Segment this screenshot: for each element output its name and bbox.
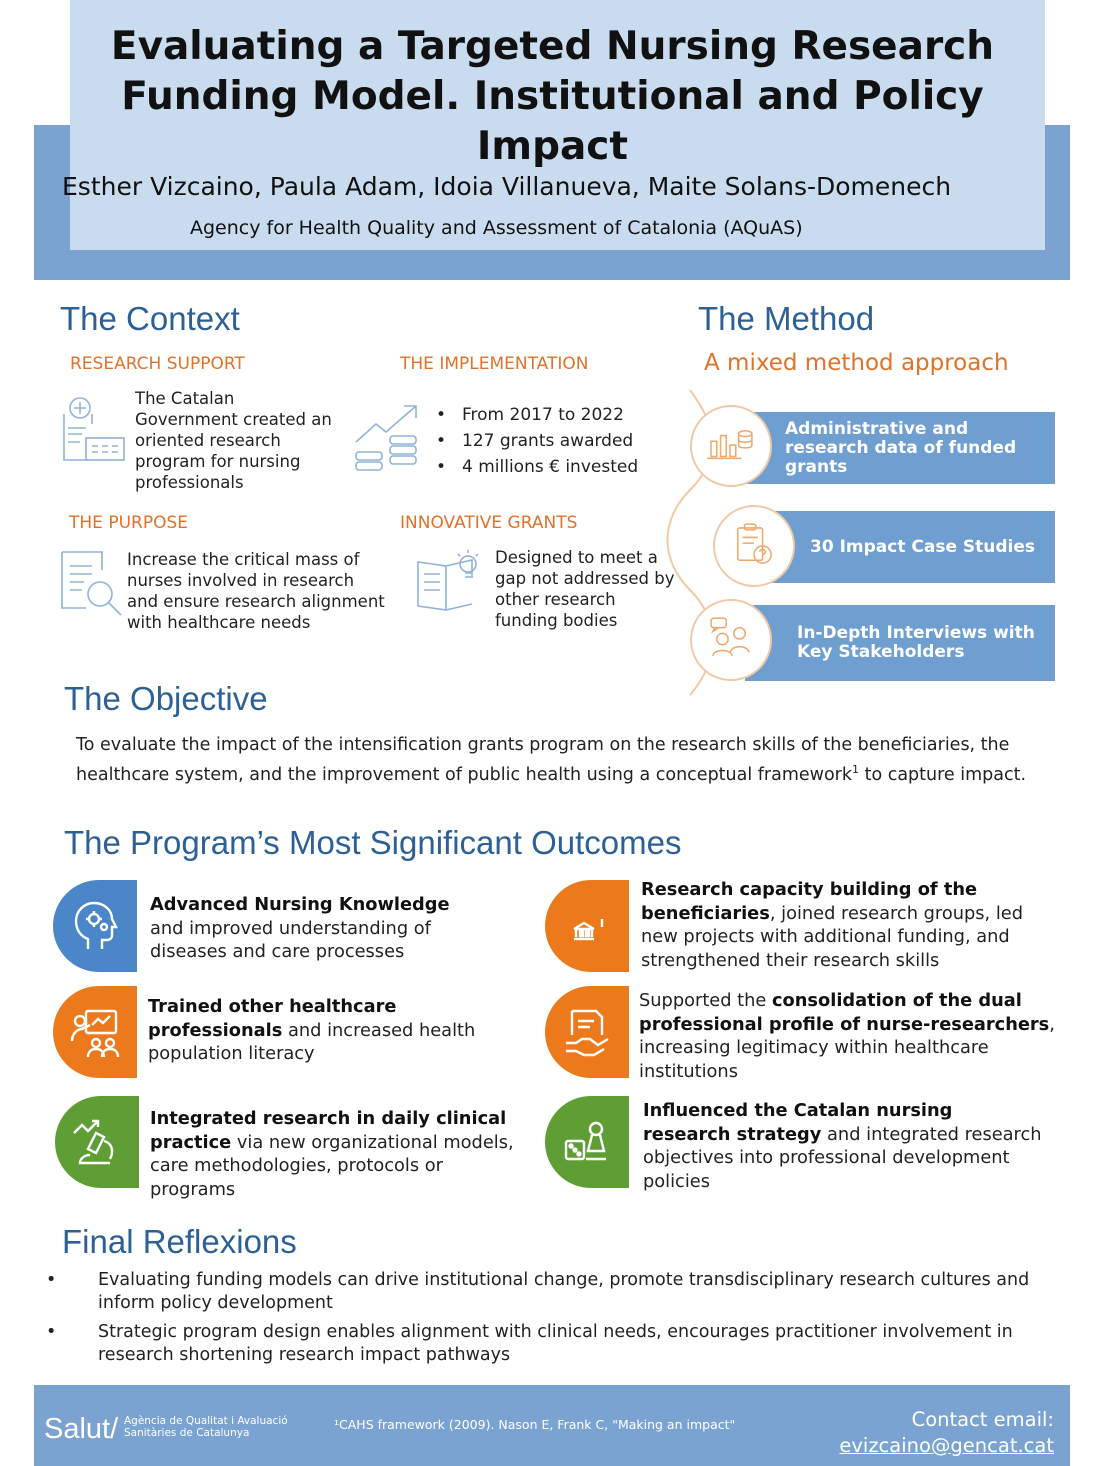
institution-building-icon <box>545 880 629 972</box>
research-support-text: The Catalan Government created an oriented research program for nursing professionals <box>135 389 332 492</box>
research-support-label: RESEARCH SUPPORT <box>70 354 245 374</box>
implementation-list <box>436 402 638 480</box>
outcome-5 <box>150 1107 520 1201</box>
affiliation: Agency for Health Quality and Assessment of Catalonia (AQuAS) <box>190 217 803 239</box>
agency-name <box>124 1415 288 1439</box>
method-item-3 <box>745 605 1055 681</box>
implementation-item: • From 2017 to 2022 <box>436 402 638 428</box>
objective-text <box>76 734 1036 787</box>
reflexions-list <box>72 1269 1032 1367</box>
context-heading: The Context <box>60 300 240 337</box>
outcome-text: and integrated research objectives into professional development policies <box>643 1123 1042 1192</box>
outcome-4 <box>639 989 1059 1083</box>
implementation-item: • 4 millions € invested <box>436 454 638 480</box>
outcome-bold: Integrated research in daily clinical practice <box>150 1108 507 1153</box>
reflexions-heading: Final Reflexions <box>62 1223 297 1260</box>
method-item-1 <box>745 412 1055 484</box>
method-heading: The Method <box>698 300 875 337</box>
objective-text-end: to capture impact. <box>859 764 1027 785</box>
authors: Esther Vizcaino, Paula Adam, Idoia Villanueva, Maite Solans-Domenech <box>62 172 952 201</box>
outcome-text: and increased health population literacy <box>148 1019 476 1064</box>
document-search-icon <box>56 546 128 618</box>
outcome-3 <box>148 995 518 1066</box>
hospital-document-icon <box>56 394 128 466</box>
outcome-bold: consolidation of the dual professional profile of nurse-researchers <box>639 990 1050 1035</box>
method-item-2 <box>750 511 1055 583</box>
reflexion-text: Strategic program design enables alignment with clinical needs, encourages practitioner involvement in research shortening research impact pathways <box>98 1322 1013 1365</box>
outcome-2 <box>641 878 1061 972</box>
teaching-presentation-icon <box>53 986 137 1078</box>
microscope-icon <box>55 1096 139 1188</box>
method-item-label: 30 Impact Case Studies <box>810 536 1036 557</box>
outcome-bold: Research capacity building of the beneficiaries <box>641 879 978 924</box>
footnote-reference: ¹CAHS framework (2009). Nason E, Frank C, "Making an impact" <box>334 1417 736 1432</box>
outcome-text: via new organizational models, care methodologies, protocols or programs <box>150 1131 514 1200</box>
objective-heading: The Objective <box>64 680 268 717</box>
objective-text-main: To evaluate the impact of the intensification grants program on the research skills of the beneficiaries, the healthcare system, and the improvement of public health using a conceptual framework <box>76 735 1010 785</box>
outcome-1 <box>150 893 480 964</box>
outcome-6 <box>643 1099 1043 1193</box>
outcomes-heading: The Program’s Most Significant Outcomes <box>64 824 682 861</box>
footer <box>34 1385 1070 1466</box>
innovative-text: Designed to meet a gap not addressed by other research funding bodies <box>495 548 675 630</box>
book-lightbulb-icon <box>414 548 486 614</box>
strategy-game-piece-icon <box>545 1096 629 1188</box>
footnote-marker: 1 <box>852 762 860 776</box>
outcome-text: and improved understanding of diseases and care processes <box>150 917 431 962</box>
clipboard-question-icon <box>713 505 795 587</box>
outcome-text: , joined research groups, led new projects with additional funding, and strengthened their research skills <box>641 902 1023 971</box>
method-item-label: In-Depth Interviews with Key Stakeholders <box>797 623 1035 662</box>
growth-coins-icon <box>352 402 422 472</box>
innovative-label: INNOVATIVE GRANTS <box>400 513 578 533</box>
implementation-label: THE IMPLEMENTATION <box>400 354 589 374</box>
implementation-item: • 127 grants awarded <box>436 428 638 454</box>
contact-label: Contact email: <box>911 1408 1054 1431</box>
contact-email-link[interactable]: evizcaino@gencat.cat <box>839 1434 1054 1457</box>
outcome-bold: Advanced Nursing Knowledge <box>150 894 450 915</box>
head-gears-icon <box>53 880 137 972</box>
purpose-text: Increase the critical mass of nurses involved in research and ensure research alignment with healthcare needs <box>127 550 385 632</box>
interview-people-icon <box>690 599 772 681</box>
outcome-text: , increasing legitimacy within healthcare institutions <box>639 1013 1055 1082</box>
outcome-bold: Influenced the Catalan nursing research strategy <box>643 1100 953 1145</box>
contact <box>839 1407 1054 1459</box>
outcome-text: Supported the <box>639 990 773 1011</box>
document-handshake-icon <box>545 986 629 1078</box>
agency-line: Agència de Qualitat i Avaluació <box>124 1415 288 1427</box>
reflexion-text: Evaluating funding models can drive institutional change, promote transdisciplinary research cultures and inform policy development <box>98 1270 1030 1313</box>
method-item-label: Administrative and research data of funded grants <box>785 418 1017 477</box>
agency-line: Sanitàries de Catalunya <box>124 1427 250 1439</box>
method-subheading: A mixed method approach <box>704 350 1009 376</box>
outcome-bold: Trained other healthcare professionals <box>148 996 397 1041</box>
purpose-label: THE PURPOSE <box>69 513 188 533</box>
poster-title: Evaluating a Targeted Nursing Research Funding Model. Institutional and Policy Impact <box>110 24 995 169</box>
reflexion-item <box>72 1269 1032 1315</box>
reflexion-item <box>72 1321 1032 1367</box>
chart-database-icon <box>690 405 772 487</box>
salut-logo: Salut/ <box>44 1413 119 1445</box>
